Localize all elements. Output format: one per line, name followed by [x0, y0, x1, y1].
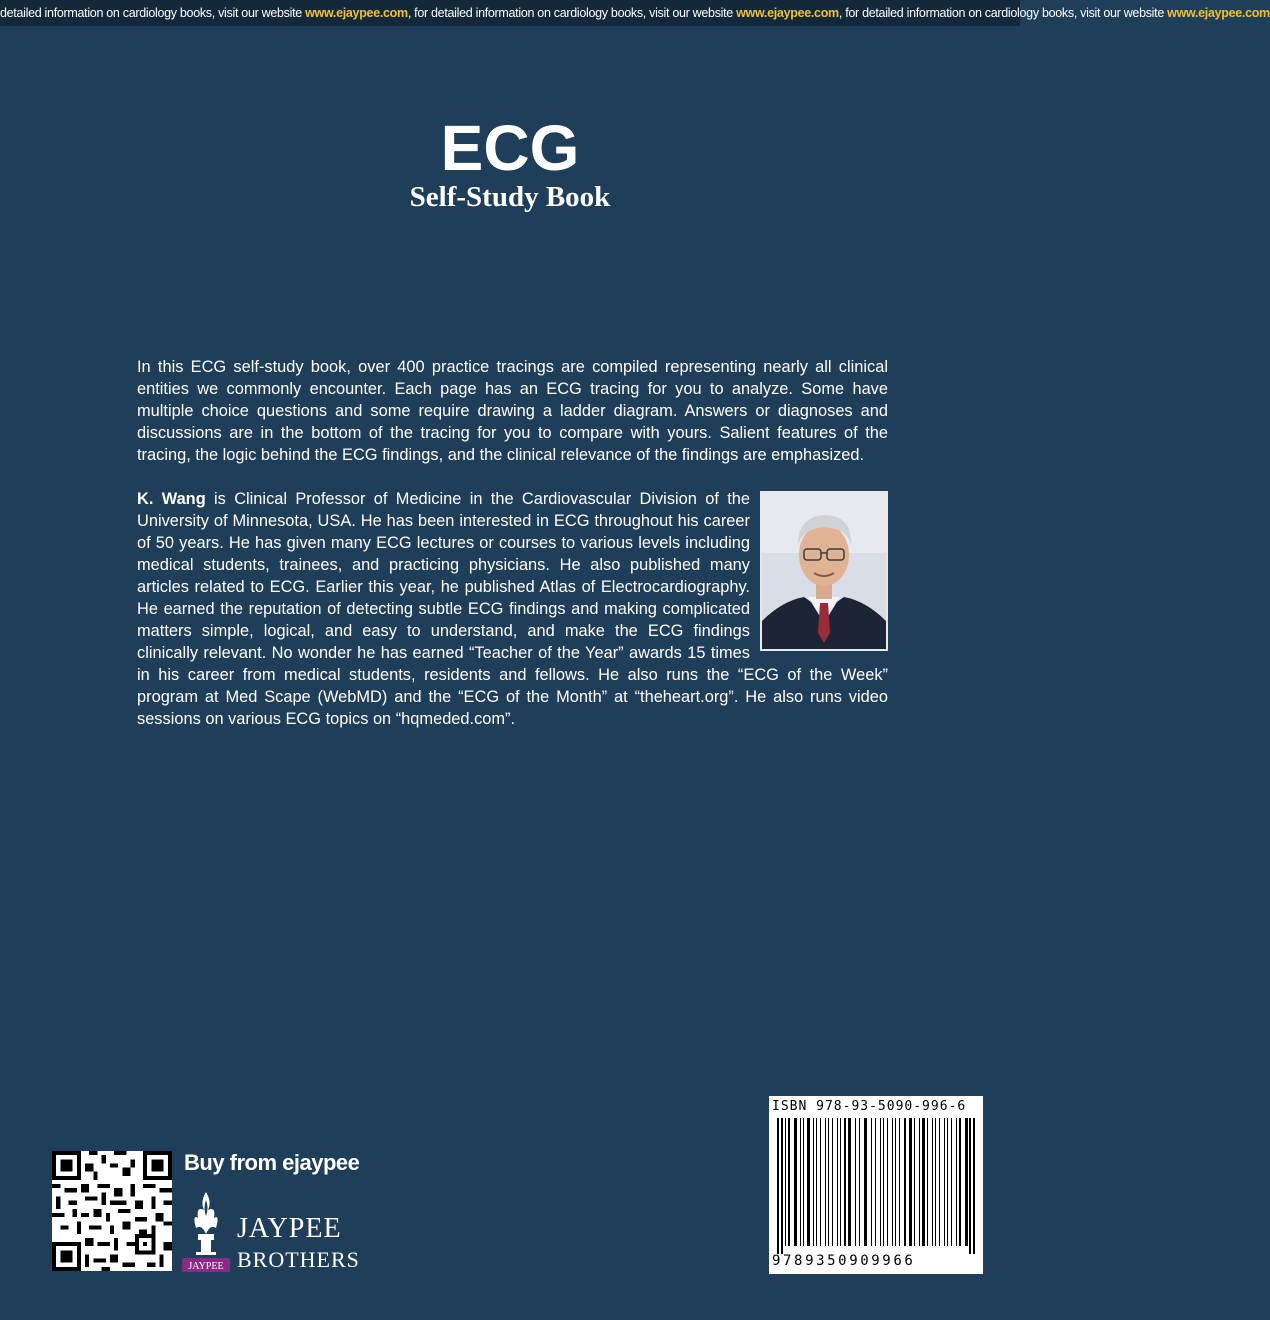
top-banner — [0, 0, 1270, 26]
barcode-bar — [932, 1118, 933, 1246]
barcode-bar — [803, 1118, 804, 1246]
publisher-badge: JAYPEE — [188, 1261, 224, 1272]
barcode-bar — [892, 1118, 893, 1246]
barcode-bar — [788, 1118, 790, 1246]
barcode-bar — [939, 1118, 940, 1246]
barcode-bar — [820, 1118, 821, 1246]
barcode-number: 9789350909966 — [772, 1253, 916, 1269]
qr-code[interactable] — [52, 1151, 172, 1271]
barcode-bar — [944, 1118, 945, 1246]
barcode-bar — [855, 1118, 856, 1246]
isbn-barcode — [769, 1096, 983, 1274]
barcode-bar — [807, 1118, 810, 1246]
barcode-bar — [777, 1118, 779, 1254]
author-name: K. Wang — [137, 490, 206, 508]
barcode-bar — [922, 1118, 925, 1246]
banner-text: , for detailed information on cardiology books, visit our website — [838, 6, 1168, 20]
barcode-bar — [844, 1118, 846, 1246]
barcode-bar — [871, 1118, 872, 1246]
barcode-bar — [973, 1118, 975, 1254]
barcode-bar — [919, 1118, 920, 1246]
barcode-bar — [965, 1118, 968, 1246]
book-title: ECG — [440, 112, 580, 184]
barcode-bar — [969, 1118, 971, 1254]
barcode-bar — [825, 1118, 826, 1246]
barcode-bar — [947, 1118, 948, 1246]
author-section — [137, 488, 888, 730]
barcode-bar — [832, 1118, 833, 1246]
barcode-bar — [956, 1118, 957, 1246]
barcode-bar — [859, 1118, 860, 1246]
barcode-bar — [813, 1118, 814, 1246]
barcode-bar — [927, 1118, 928, 1246]
banner-link[interactable]: www.ejaypee.com — [1167, 6, 1270, 20]
barcode-bar — [816, 1118, 817, 1246]
banner-link[interactable]: www.ejaypee.com — [305, 6, 408, 20]
barcode-bar — [875, 1118, 876, 1246]
barcode-bar — [899, 1118, 900, 1246]
barcode-bar — [848, 1118, 851, 1246]
barcode-bars — [775, 1118, 977, 1254]
barcode-bar — [828, 1118, 829, 1246]
banner-link[interactable]: www.ejaypee.com — [736, 6, 839, 20]
barcode-bar — [864, 1118, 867, 1246]
barcode-bar — [909, 1118, 912, 1246]
barcode-bar — [959, 1118, 961, 1246]
barcode-bar — [904, 1118, 906, 1246]
barcode-bar — [914, 1118, 915, 1246]
author-bio: is Clinical Professor of Medicine in the Cardiovascular Division of the University of Minnesota, USA. He has been interested in ECG throughout his career of 50 years. He has given many ECG lectures or courses to various levels including medical students, trainees, and practicing physicians. He also published many articles related to ECG. Earlier this year, he published Atlas of Electrocardiography. He earned the reputation of detecting subtle ECG findings and making complicated matters simple, logical, and easy to understand, and make the ECG findings clinically relevant. No wonder he has earned “Teacher of the Year” awards 15 times in his career from medical students, residents and fellows. He also runs the “ECG of the Week” program at Med Scape (WebMD) and the “ECG of the Month” at “theheart.org”. He also runs video sessions on various ECG topics on “hqmeded.com”. — [137, 490, 888, 728]
barcode-bar — [880, 1118, 881, 1246]
book-description: In this ECG self-study book, over 400 practice tracings are compiled representing nearly all clinical entities we commonly encounter. Each page has an ECG tracing for you to analyze. Some have multiple choice questions and some require drawing a ladder diagram. Answers or diagnoses and discussions are in the bottom of the tracing for you to compare with yours. Salient features of the tracing, the logic behind the ECG findings, and the clinical relevance of the findings are emphasized. — [137, 358, 888, 464]
barcode-bar — [883, 1118, 884, 1246]
barcode-bar — [800, 1118, 801, 1246]
barcode-bar — [785, 1118, 786, 1246]
barcode-bar — [781, 1118, 783, 1254]
barcode-bar — [887, 1118, 888, 1246]
publisher-logo-icon — [182, 1190, 230, 1272]
book-subtitle: Self-Study Book — [409, 181, 611, 213]
isbn-label: ISBN 978-93-5090-996-6 — [772, 1099, 967, 1114]
barcode-bar — [840, 1118, 841, 1246]
publisher-name: JAYPEE — [237, 1213, 342, 1244]
barcode-bar — [895, 1118, 896, 1246]
author-photo — [760, 491, 888, 651]
buy-label: Buy from ejaypee — [184, 1150, 360, 1175]
barcode-bar — [951, 1118, 952, 1246]
banner-text: , for detailed information on cardiology books, visit our website — [407, 6, 737, 20]
barcode-bar — [794, 1118, 797, 1246]
barcode-bar — [837, 1118, 838, 1246]
barcode-bar — [935, 1118, 936, 1246]
publisher-name-line2: BROTHERS — [237, 1247, 360, 1272]
banner-text: detailed information on cardiology books, visit our website — [0, 6, 306, 20]
